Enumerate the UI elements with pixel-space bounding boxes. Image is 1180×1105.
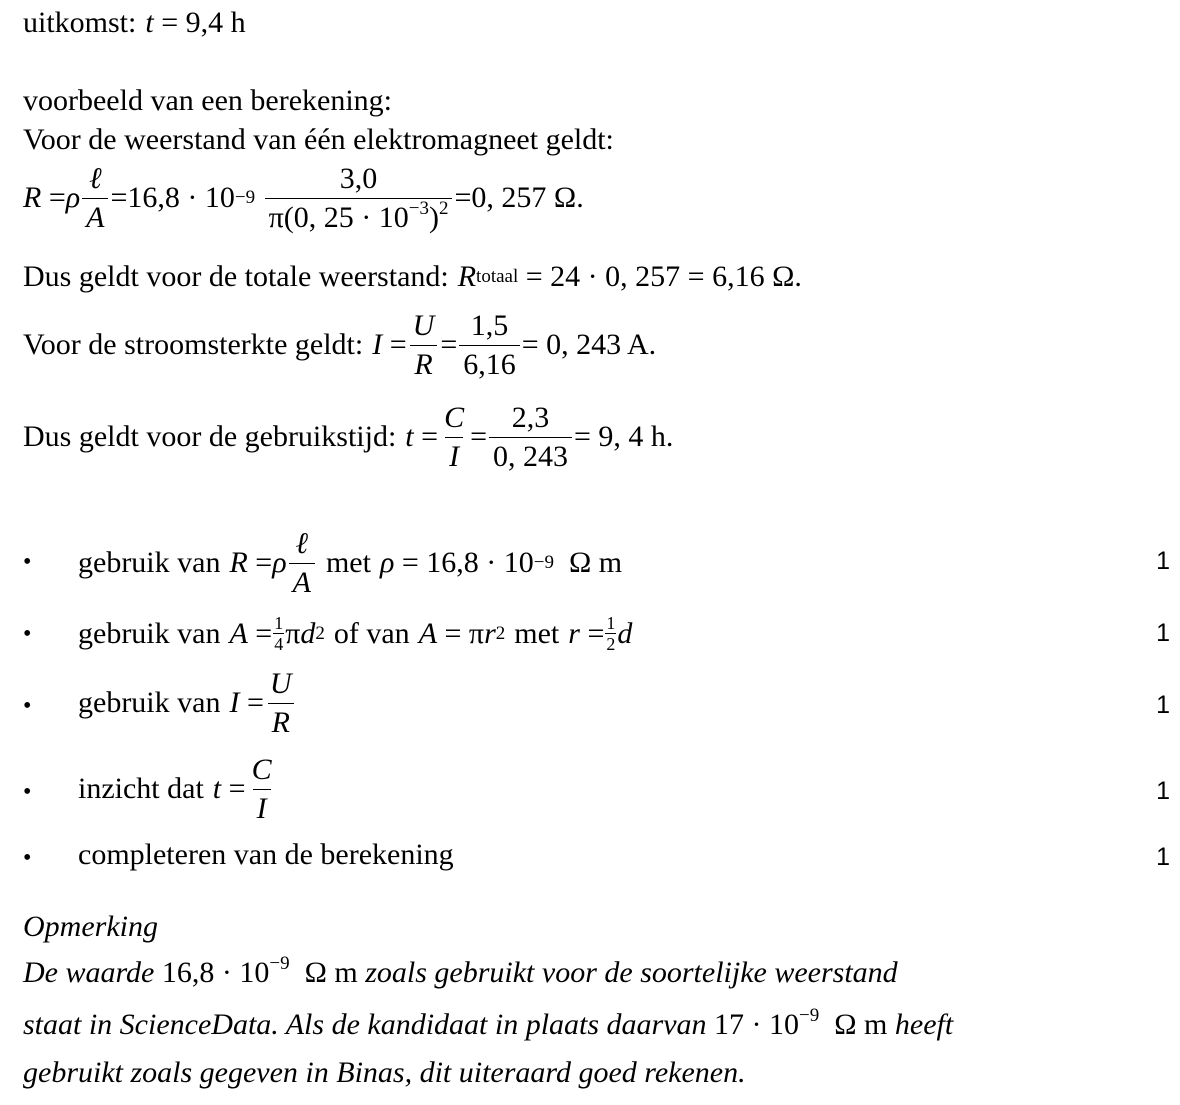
criterion-3: gebruik van I = $\frac{U}{R}$ [78,668,298,738]
bullet-2: • [23,621,32,647]
formula-resistance-one: R = ρ $\frac{\text{ℓ}}{A}$ = 16,8 · 10 −9 $\frac{3,0}{\pi(0, 25 \cdot 10^{-3})^2}$ = 0, 257 Ω. [23,162,584,234]
remark-line-3: gebruikt zoals gegeven in Binas, dit uiteraard goed rekenen. [23,1056,746,1089]
fraction-length-over-area: $\frac{3,0}{\pi(0, 25 \cdot 10^{-3})^2}$ [265,163,453,233]
formula-time: Dus geldt voor de gebruikstijd: t = $\frac{C}{I}$ = $\frac{2,3}{0, 243}$ = 9, 4 h. [23,401,674,473]
score-4: 1 [1156,777,1170,805]
score-3: 1 [1156,691,1170,719]
criterion-4: inzicht dat t = $\frac{C}{I}$ [78,753,272,825]
bullet-1: • [23,549,32,575]
bullet-3: • [23,693,32,719]
calc-intro: voorbeeld van een berekening: [23,84,393,117]
criterion-2: gebruik van A = $\frac{1}{4}$ π d 2 of van A = π r 2 met r = $\frac{1}{2}$ d [78,613,633,654]
answer-value: 9,4 [185,6,224,39]
answer-unit: h [230,6,246,39]
calc-line-resistance-intro: Voor de weerstand van één elektromagneet geldt: [23,123,614,156]
answer-line: uitkomst: t = 9,4 h [23,6,246,39]
score-5: 1 [1156,843,1170,871]
formula-resistance-total: Dus geldt voor de totale weerstand: R totaal = 24 · 0, 257 = 6,16 Ω. [23,260,802,293]
remark-line-2: staat in ScienceData. Als de kandidaat in plaats daarvan $17 \cdot 10^{-9}$ Ω m heeft [23,1005,954,1041]
criterion-5: completeren van de berekening [78,838,454,871]
bullet-4: • [23,779,32,805]
remark-line-1: De waarde $16,8 \cdot 10^{-9}$ Ω m zoals gebruikt voor de soortelijke weerstand [23,953,898,989]
bullet-5: • [23,845,32,871]
remark-title: Opmerking [23,910,158,943]
answer-label: uitkomst: [23,6,137,39]
score-1: 1 [1156,547,1170,575]
fraction-l-over-A: $\frac{\text{ℓ}}{A}$ [82,163,108,233]
formula-current: Voor de stroomsterkte geldt: I = $\frac{U}{R}$ = $\frac{1,5}{6,16}$ = 0, 243 A. [23,309,657,381]
criterion-1: gebruik van R = ρ $\frac{\text{ℓ}}{A}$ met ρ = 16,8 · 10 −9 Ω m [78,527,623,599]
score-2: 1 [1156,619,1170,647]
